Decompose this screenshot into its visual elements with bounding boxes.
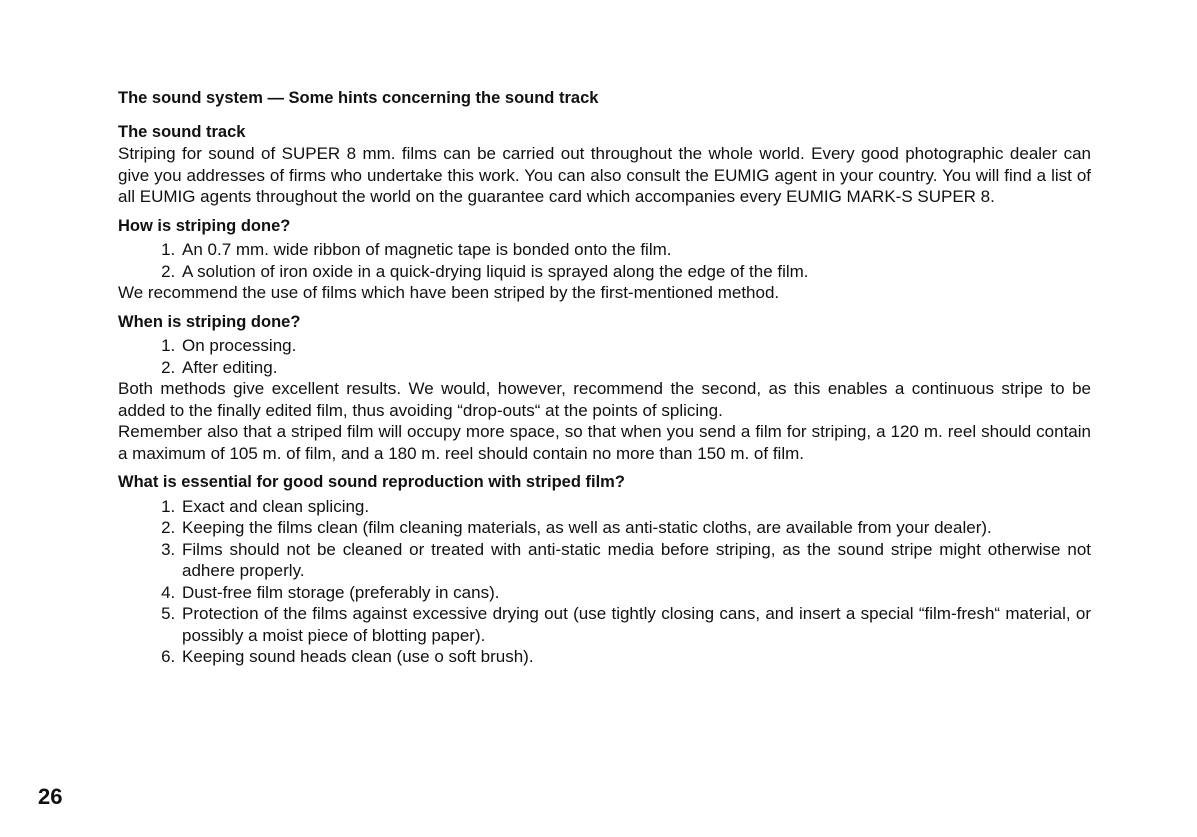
section-heading-how-striping: How is striping done?: [118, 216, 291, 235]
essentials-list: [118, 496, 1091, 668]
list-item: 4. Dust-free film storage (preferably in cans).: [180, 582, 1091, 604]
list-item: 6. Keeping sound heads clean (use o soft brush).: [180, 646, 1091, 668]
list-item: 3. Films should not be cleaned or treated with anti-static media before striping, as the sound stripe might otherwise not adhere properly.: [180, 539, 1091, 582]
section-heading-sound-track: The sound track: [118, 122, 246, 141]
recommendation-paragraph: We recommend the use of films which have been striped by the first-mentioned method.: [118, 283, 780, 302]
manual-page: [118, 88, 1091, 668]
list-item: 2. A solution of iron oxide in a quick-drying liquid is sprayed along the edge of the film.: [180, 261, 1091, 283]
striped-film-space-paragraph: Remember also that a striped film will occupy more space, so that when you send a film for striping, a 120 m. reel should contain a maximum of 105 m. of film, and a 180 m. reel should contain no more than 150 m. of film.: [118, 422, 1091, 463]
page-title: The sound system — Some hints concerning the sound track: [118, 89, 599, 107]
list-item: 2. Keeping the films clean (film cleaning materials, as well as anti-static cloths, are available from your dealer).: [180, 517, 1091, 539]
list-item: 1. Exact and clean splicing.: [180, 496, 1091, 518]
page-number: 26: [38, 784, 63, 809]
list-item: 1. An 0.7 mm. wide ribbon of magnetic tape is bonded onto the film.: [180, 239, 1091, 261]
section-heading-when-striping: When is striping done?: [118, 312, 301, 331]
how-striping-list: [118, 239, 1091, 282]
section-heading-essentials: What is essential for good sound reproduction with striped film?: [118, 473, 625, 491]
methods-paragraph: Both methods give excellent results. We would, however, recommend the second, as this enables a continuous stripe to be added to the finally edited film, thus avoiding “drop-outs“ at the points of splicing.: [118, 379, 1091, 420]
list-item: 5. Protection of the films against excessive drying out (use tightly closing cans, and insert a special “film-fresh“ material, or possibly a moist piece of blotting paper).: [180, 603, 1091, 646]
list-item: 1. On processing.: [180, 335, 1091, 357]
sound-track-paragraph: Striping for sound of SUPER 8 mm. films can be carried out throughout the whole world. Every good photographic dealer can give you addresses of firms who undertake this work. You can also consult the EUMIG agent in your country. You will find a list of all EUMIG agents throughout the world on the guarantee card which accompanies every EUMIG MARK-S SUPER 8.: [118, 144, 1091, 206]
when-striping-list: [118, 335, 1091, 378]
list-item: 2. After editing.: [180, 357, 1091, 379]
